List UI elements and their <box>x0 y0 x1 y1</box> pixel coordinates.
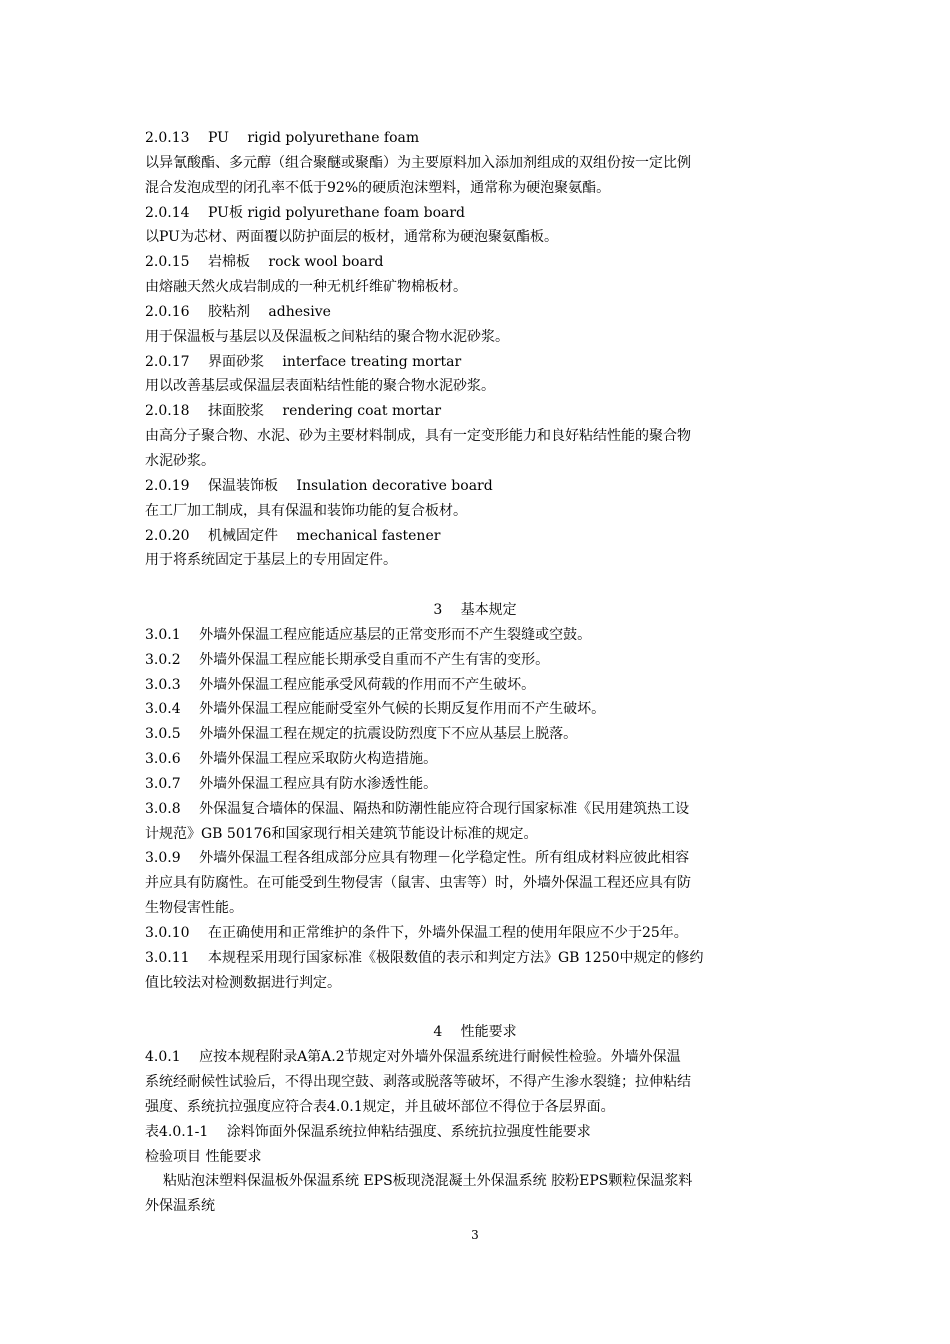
text-line: 强度、系统抗拉强度应符合表4.0.1规定，并且破坏部位不得位于各层界面。 <box>145 1098 615 1115</box>
text-line: 用于将系统固定于基层上的专用固定件。 <box>145 552 397 569</box>
text-line: 4.0.1 应按本规程附录A第A.2节规定对外墙外保温系统进行耐候性检验。外墙外保温 <box>145 1049 681 1066</box>
text-line: 3.0.11 本规程采用现行国家标准《极限数值的表示和判定方法》GB 1250中规定的修约 <box>145 949 704 966</box>
table-header-row-continued: 外保温系统 <box>145 1198 215 1215</box>
text-line: 3.0.8 外保温复合墙体的保温、隔热和防潮性能应符合现行国家标准《民用建筑热工设 <box>145 800 690 817</box>
text-line: 3.0.6 外墙外保温工程应采取防火构造措施。 <box>145 751 438 768</box>
text-line: 生物侵害性能。 <box>145 900 243 917</box>
text-line: 3.0.10 在正确使用和正常维护的条件下，外墙外保温工程的使用年限应不少于25年。 <box>145 925 688 941</box>
section-3-basic-provisions <box>145 623 805 996</box>
text-line: 2.0.18 抹面胶浆 rendering coat mortar <box>145 403 442 420</box>
page-content <box>145 126 805 1219</box>
text-line: 混合发泡成型的闭孔率不低于92%的硬质泡沫塑料，通常称为硬泡聚氨酯。 <box>145 179 611 196</box>
text-line: 3.0.5 外墙外保温工程在规定的抗震设防烈度下不应从基层上脱落。 <box>145 726 578 743</box>
text-line: 以PU为芯材、两面覆以防护面层的板材，通常称为硬泡聚氨酯板。 <box>145 229 558 246</box>
text-line: 用于保温板与基层以及保温板之间粘结的聚合物水泥砂浆。 <box>145 328 509 345</box>
text-line: 用以改善基层或保温层表面粘结性能的聚合物水泥砂浆。 <box>145 378 495 395</box>
text-line: 在工厂加工制成，具有保温和装饰功能的复合板材。 <box>145 502 467 519</box>
text-line: 表4.0.1-1 涂料饰面外保温系统拉伸粘结强度、系统抗拉强度性能要求 <box>145 1123 591 1140</box>
text-line: 3.0.9 外墙外保温工程各组成部分应具有物理－化学稳定性。所有组成材料应彼此相容 <box>145 850 690 867</box>
table-header-row: 粘贴泡沫塑料保温板外保温系统 EPS板现浇混凝土外保温系统 胶粉EPS颗粒保温浆料 <box>163 1173 693 1190</box>
section-2-definitions <box>145 126 805 573</box>
page-number: 3 <box>471 1228 479 1242</box>
text-line: 3.0.1 外墙外保温工程应能适应基层的正常变形而不产生裂缝或空鼓。 <box>145 626 592 643</box>
text-line: 3.0.3 外墙外保温工程应能承受风荷载的作用而不产生破坏。 <box>145 676 536 693</box>
text-line: 3.0.2 外墙外保温工程应能长期承受自重而不产生有害的变形。 <box>145 651 550 668</box>
text-line: 2.0.17 界面砂浆 interface treating mortar <box>145 353 462 370</box>
text-line: 系统经耐候性试验后，不得出现空鼓、剥落或脱落等破坏，不得产生渗水裂缝；拉伸粘结 <box>145 1074 691 1091</box>
text-line: 2.0.14 PU板 rigid polyurethane foam board <box>145 204 466 221</box>
text-line: 3.0.4 外墙外保温工程应能耐受室外气候的长期反复作用而不产生破坏。 <box>145 701 606 718</box>
text-line: 2.0.13 PU rigid polyurethane foam <box>145 130 420 146</box>
text-line: 2.0.20 机械固定件 mechanical fastener <box>145 527 441 544</box>
text-line: 以异氰酸酯、多元醇（组合聚醚或聚酯）为主要原料加入添加剂组成的双组份按一定比例 <box>145 154 691 171</box>
section-4-title: 4 性能要求 <box>433 1024 517 1041</box>
section-3-title: 3 基本规定 <box>433 602 517 619</box>
text-line: 值比较法对检测数据进行判定。 <box>145 974 341 991</box>
text-line: 2.0.15 岩棉板 rock wool board <box>145 254 384 271</box>
text-line: 并应具有防腐性。在可能受到生物侵害（鼠害、虫害等）时，外墙外保温工程还应具有防 <box>145 875 691 892</box>
text-line: 由熔融天然火成岩制成的一种无机纤维矿物棉板材。 <box>145 279 467 296</box>
text-line: 2.0.19 保温装饰板 Insulation decorative board <box>145 477 493 494</box>
text-line: 3.0.7 外墙外保温工程应具有防水渗透性能。 <box>145 775 438 792</box>
text-line: 检验项目 性能要求 <box>145 1148 262 1165</box>
text-line: 水泥砂浆。 <box>145 452 215 469</box>
text-line: 2.0.16 胶粘剂 adhesive <box>145 303 331 320</box>
section-4-performance-requirements <box>145 1045 805 1169</box>
text-line: 由高分子聚合物、水泥、砂为主要材料制成，具有一定变形能力和良好粘结性能的聚合物 <box>145 428 691 445</box>
text-line: 计规范》GB 50176和国家现行相关建筑节能设计标准的规定。 <box>145 825 538 842</box>
